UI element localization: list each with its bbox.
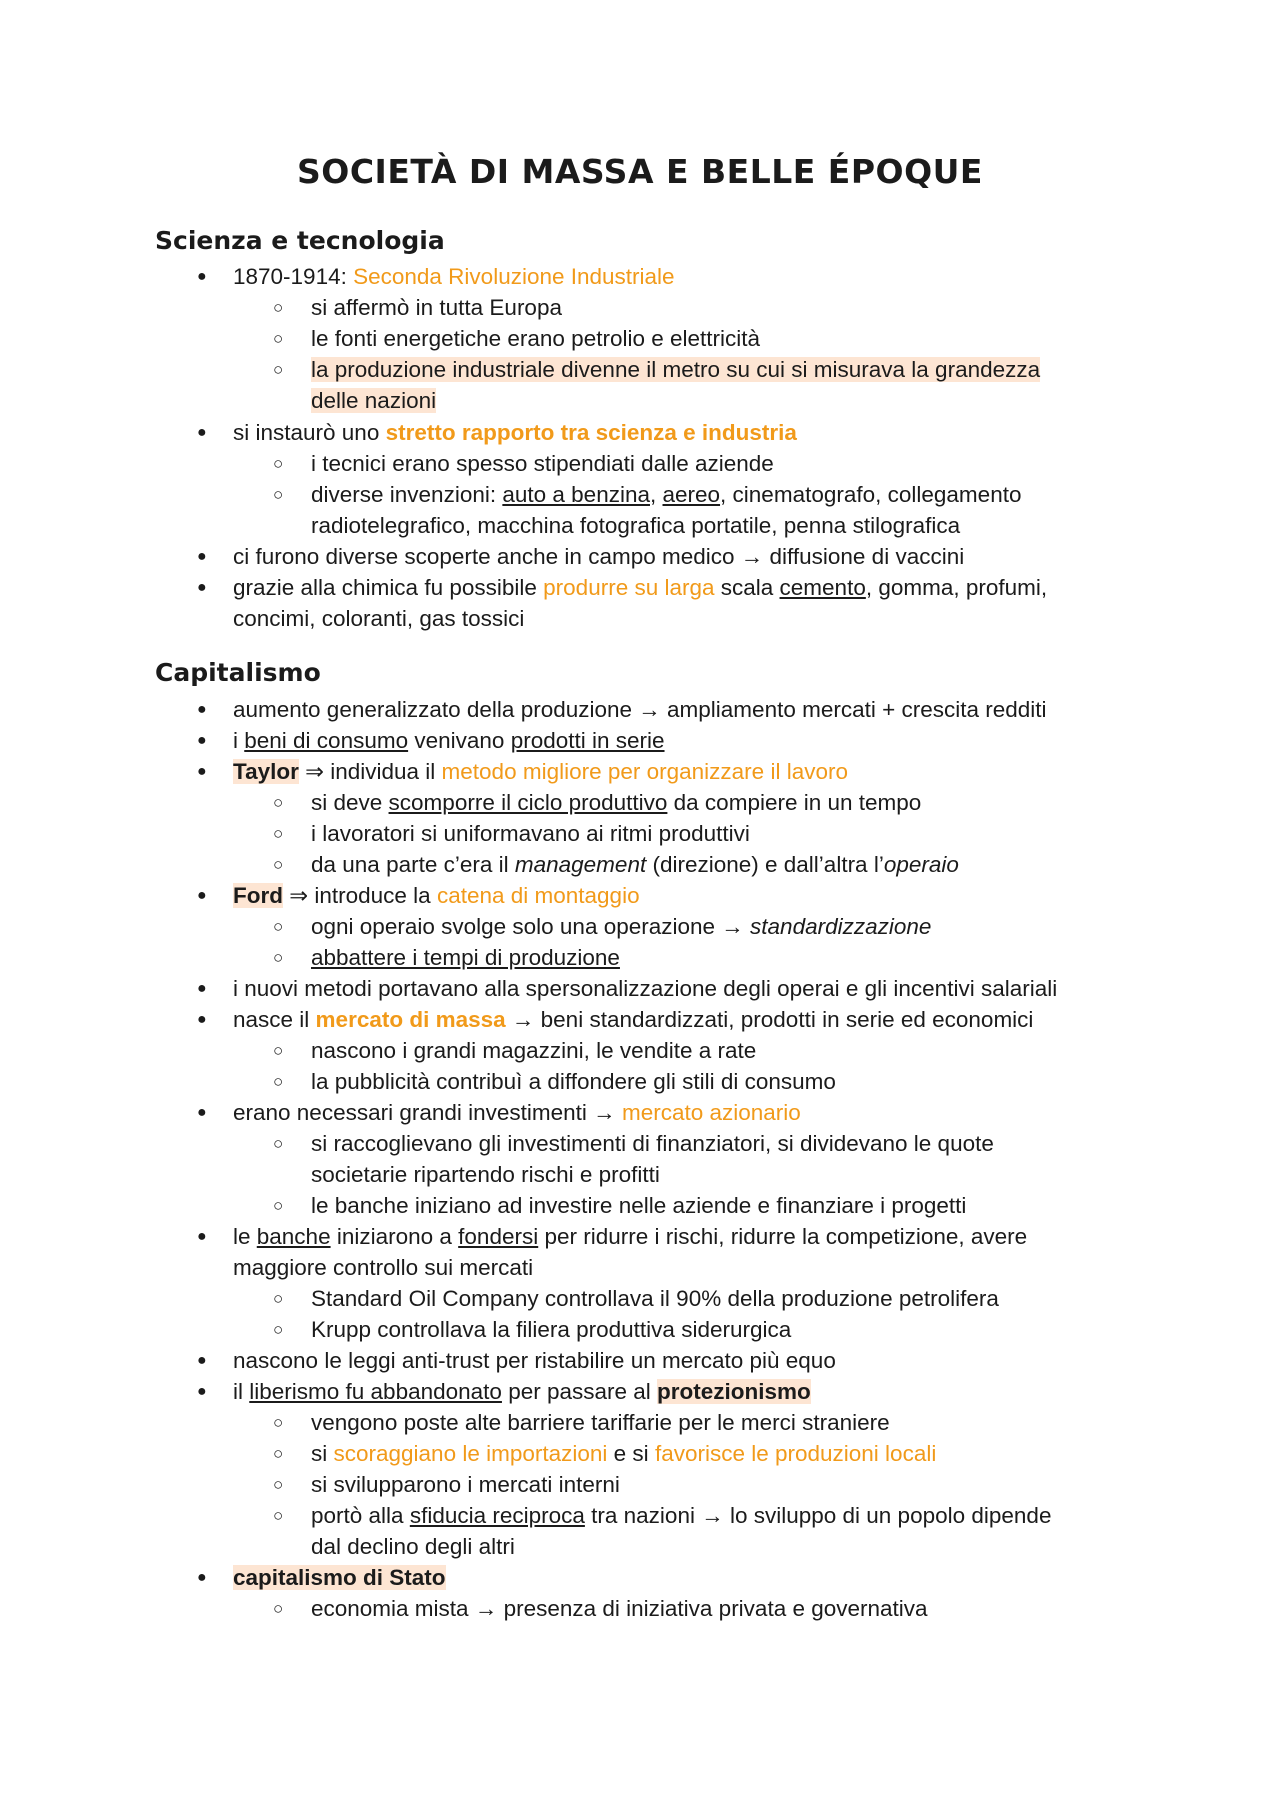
bullet-icon: ● bbox=[197, 579, 207, 596]
sub-bullet-icon: ○ bbox=[273, 298, 284, 317]
sub-bullet-icon: ○ bbox=[273, 1134, 284, 1153]
sub-bullet-icon: ○ bbox=[273, 1289, 284, 1308]
bullet-icon: ● bbox=[197, 1104, 207, 1121]
list-item: erano necessari grandi investimenti → mercato azionario bbox=[233, 1100, 801, 1125]
bullet-icon: ● bbox=[197, 887, 207, 904]
sub-bullet-icon: ○ bbox=[273, 1413, 284, 1432]
sub-bullet-icon: ○ bbox=[273, 1196, 284, 1215]
list-item: nascono le leggi anti-trust per ristabilire un mercato più equo bbox=[233, 1348, 836, 1373]
list-item: Ford ⇒ introduce la catena di montaggio bbox=[233, 883, 640, 908]
list-item: si scoraggiano le importazioni e si favorisce le produzioni locali bbox=[311, 1441, 937, 1466]
highlighted-name: Ford bbox=[233, 883, 283, 908]
list-item: si raccoglievano gli investimenti di finanziatori, si dividevano le quote bbox=[311, 1131, 994, 1156]
list-item bbox=[233, 1562, 446, 1593]
highlighted-text: la produzione industriale divenne il metro su cui si misurava la grandezza bbox=[311, 357, 1041, 382]
section-title-capitalismo: Capitalismo bbox=[155, 658, 321, 687]
bullet-icon: ● bbox=[197, 1228, 207, 1245]
list-item: vengono poste alte barriere tariffarie per le merci straniere bbox=[311, 1410, 890, 1435]
list-item: diverse invenzioni: auto a benzina, aereo, cinematografo, collegamento bbox=[311, 482, 1022, 507]
list-item-continuation bbox=[311, 385, 436, 416]
list-item: economia mista → presenza di iniziativa privata e governativa bbox=[311, 1596, 928, 1621]
list-item: i beni di consumo venivano prodotti in serie bbox=[233, 728, 665, 753]
bullet-icon: ● bbox=[197, 1569, 207, 1586]
list-item: le fonti energetiche erano petrolio e elettricità bbox=[311, 326, 761, 351]
bullet-icon: ● bbox=[197, 763, 207, 780]
list-item: i tecnici erano spesso stipendiati dalle aziende bbox=[311, 451, 774, 476]
list-item: nasce il mercato di massa → beni standardizzati, prodotti in serie ed economici bbox=[233, 1007, 1034, 1032]
bullet-icon: ● bbox=[197, 548, 207, 565]
highlighted-text: delle nazioni bbox=[311, 388, 437, 413]
list-item-continuation: maggiore controllo sui mercati bbox=[233, 1255, 534, 1280]
sub-bullet-icon: ○ bbox=[273, 793, 284, 812]
sub-bullet-icon: ○ bbox=[273, 1506, 284, 1525]
list-item: le banche iniziarono a fondersi per ridurre i rischi, ridurre la competizione, avere bbox=[233, 1224, 1028, 1249]
sub-bullet-icon: ○ bbox=[273, 1072, 284, 1091]
bullet-icon: ● bbox=[197, 980, 207, 997]
list-item: portò alla sfiducia reciproca tra nazioni → lo sviluppo di un popolo dipende bbox=[311, 1503, 1052, 1528]
sub-bullet-icon: ○ bbox=[273, 917, 284, 936]
sub-bullet-icon: ○ bbox=[273, 454, 284, 473]
list-item-continuation: societarie ripartendo rischi e profitti bbox=[311, 1162, 660, 1187]
list-item: da una parte c’era il management (direzione) e dall’altra l’operaio bbox=[311, 852, 959, 877]
highlighted-text: capitalismo di Stato bbox=[233, 1565, 446, 1590]
sub-bullet-icon: ○ bbox=[273, 1444, 284, 1463]
list-item-continuation: dal declino degli altri bbox=[311, 1534, 515, 1559]
sub-bullet-icon: ○ bbox=[273, 824, 284, 843]
list-item: il liberismo fu abbandonato per passare al protezionismo bbox=[233, 1379, 811, 1404]
sub-bullet-icon: ○ bbox=[273, 360, 284, 379]
list-item: nascono i grandi magazzini, le vendite a rate bbox=[311, 1038, 757, 1063]
list-item: 1870-1914: Seconda Rivoluzione Industriale bbox=[233, 264, 675, 289]
list-item: abbattere i tempi di produzione bbox=[311, 945, 620, 970]
sub-bullet-icon: ○ bbox=[273, 485, 284, 504]
highlighted-text: protezionismo bbox=[657, 1379, 811, 1404]
highlighted-name: Taylor bbox=[233, 759, 299, 784]
list-item: ci furono diverse scoperte anche in campo medico → diffusione di vaccini bbox=[233, 544, 965, 569]
list-item: si instaurò uno stretto rapporto tra scienza e industria bbox=[233, 420, 797, 445]
bullet-icon: ● bbox=[197, 701, 207, 718]
list-item: grazie alla chimica fu possibile produrre su larga scala cemento, gomma, profumi, bbox=[233, 575, 1048, 600]
list-item: Taylor ⇒ individua il metodo migliore per organizzare il lavoro bbox=[233, 759, 848, 784]
list-item-continuation: radiotelegrafico, macchina fotografica portatile, penna stilografica bbox=[311, 513, 961, 538]
bullet-icon: ● bbox=[197, 424, 207, 441]
page-title: SOCIETÀ DI MASSA E BELLE ÉPOQUE bbox=[297, 152, 983, 191]
list-item: aumento generalizzato della produzione → ampliamento mercati + crescita redditi bbox=[233, 697, 1047, 722]
list-item bbox=[311, 354, 1040, 385]
list-item: si deve scomporre il ciclo produttivo da compiere in un tempo bbox=[311, 790, 922, 815]
list-item-continuation: concimi, coloranti, gas tossici bbox=[233, 606, 525, 631]
list-item: i nuovi metodi portavano alla spersonalizzazione degli operai e gli incentivi salariali bbox=[233, 976, 1058, 1001]
list-item: i lavoratori si uniformavano ai ritmi produttivi bbox=[311, 821, 750, 846]
list-item: si affermò in tutta Europa bbox=[311, 295, 562, 320]
sub-bullet-icon: ○ bbox=[273, 855, 284, 874]
list-item: si svilupparono i mercati interni bbox=[311, 1472, 620, 1497]
bullet-icon: ● bbox=[197, 732, 207, 749]
sub-bullet-icon: ○ bbox=[273, 1041, 284, 1060]
sub-bullet-icon: ○ bbox=[273, 948, 284, 967]
sub-bullet-icon: ○ bbox=[273, 1320, 284, 1339]
list-item: la pubblicità contribuì a diffondere gli stili di consumo bbox=[311, 1069, 836, 1094]
list-item: Standard Oil Company controllava il 90% della produzione petrolifera bbox=[311, 1286, 999, 1311]
section-title-scienza: Scienza e tecnologia bbox=[155, 226, 445, 255]
sub-bullet-icon: ○ bbox=[273, 1599, 284, 1618]
bullet-icon: ● bbox=[197, 1011, 207, 1028]
list-item: Krupp controllava la filiera produttiva siderurgica bbox=[311, 1317, 792, 1342]
bullet-icon: ● bbox=[197, 1383, 207, 1400]
bullet-icon: ● bbox=[197, 268, 207, 285]
sub-bullet-icon: ○ bbox=[273, 329, 284, 348]
list-item: ogni operaio svolge solo una operazione → standardizzazione bbox=[311, 914, 932, 939]
sub-bullet-icon: ○ bbox=[273, 1475, 284, 1494]
list-item: le banche iniziano ad investire nelle aziende e finanziare i progetti bbox=[311, 1193, 967, 1218]
bullet-icon: ● bbox=[197, 1352, 207, 1369]
